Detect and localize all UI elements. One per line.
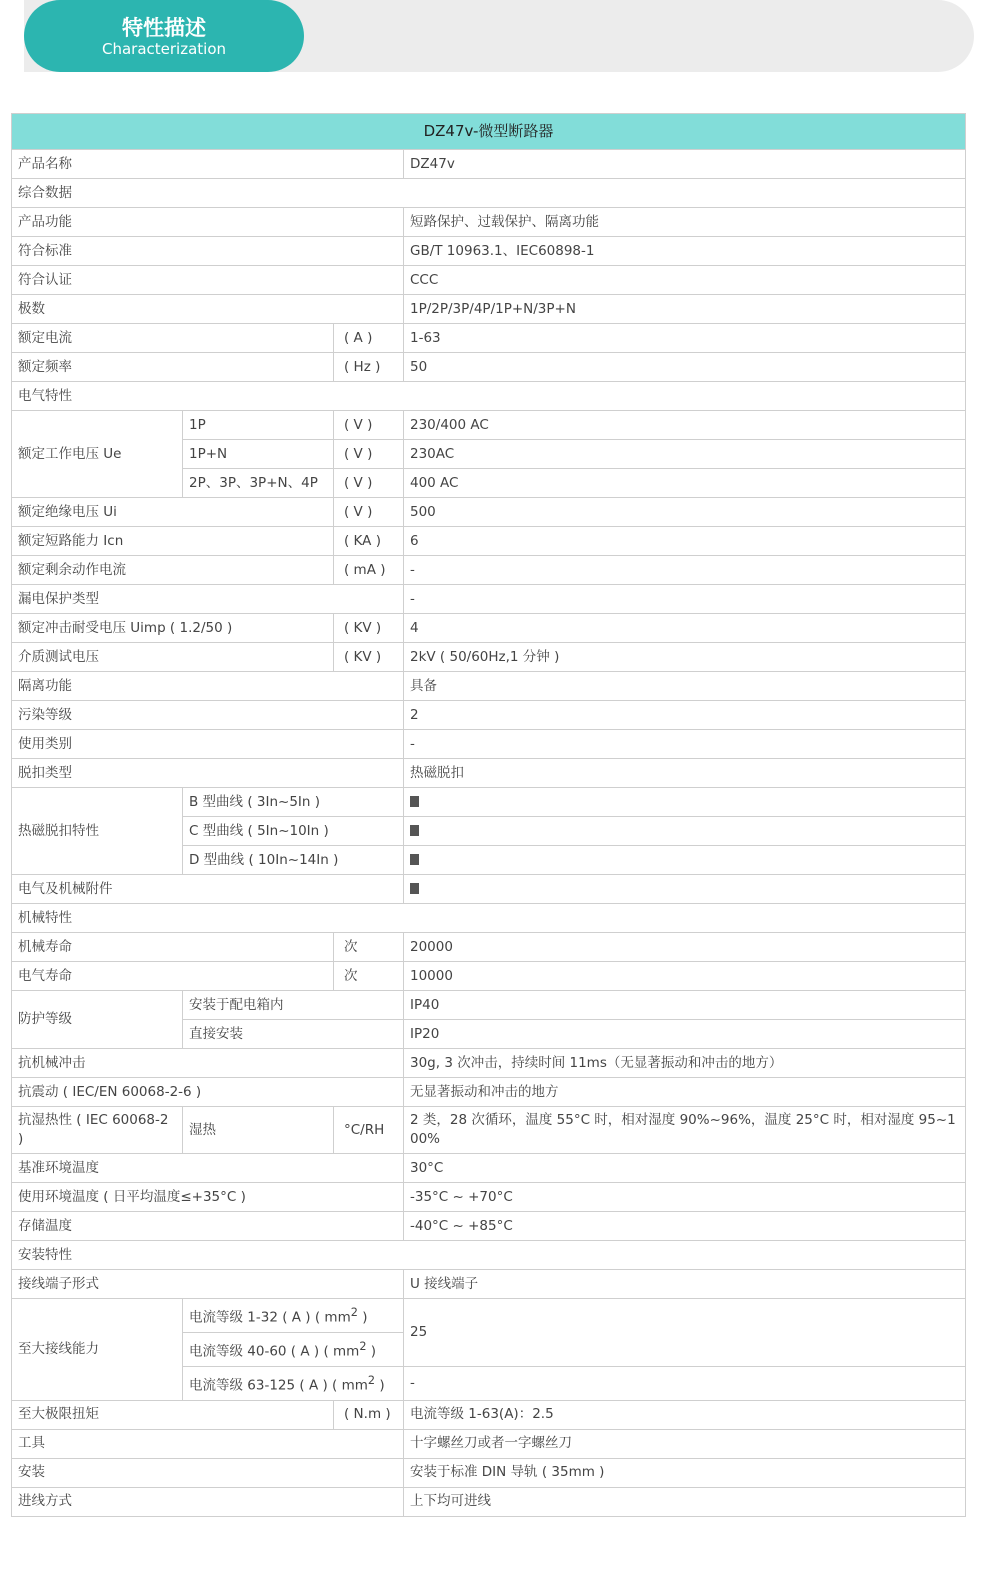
- row-label: 至大极限扭矩: [12, 1400, 334, 1429]
- row-value: U 接线端子: [404, 1270, 966, 1299]
- row-value: 50: [404, 353, 966, 382]
- row-label: 漏电保护类型: [12, 585, 404, 614]
- section-label: 电气特性: [12, 382, 966, 411]
- row-label: 热磁脱扣特性: [12, 788, 183, 875]
- row-label: 符合认证: [12, 266, 404, 295]
- row-sublabel: D 型曲线 ( 10In~14In ): [183, 846, 404, 875]
- table-row: [12, 411, 966, 440]
- table-row: [12, 730, 966, 759]
- row-unit: ( KV ): [334, 614, 404, 643]
- section-row: [12, 382, 966, 411]
- table-row: [12, 933, 966, 962]
- table-row: [12, 237, 966, 266]
- row-sublabel: 电流等级 63-125 ( A ) ( $mm^2$ ): [183, 1367, 404, 1401]
- row-value: 230/400 AC: [404, 411, 966, 440]
- row-unit: ( KV ): [334, 643, 404, 672]
- row-value: 2: [404, 701, 966, 730]
- table-row: [12, 991, 966, 1020]
- row-value: 230AC: [404, 440, 966, 469]
- spec-table: [11, 113, 966, 1517]
- table-row: [12, 324, 966, 353]
- filled-square-icon: [410, 796, 419, 807]
- row-value: 电流等级 1-63(A)：2.5: [404, 1400, 966, 1429]
- row-label: 额定电流: [12, 324, 334, 353]
- row-label: 脱扣类型: [12, 759, 404, 788]
- row-sublabel: B 型曲线 ( 3In~5In ): [183, 788, 404, 817]
- row-sublabel: 直接安装: [183, 1020, 404, 1049]
- table-row: [12, 1183, 966, 1212]
- row-value: -: [404, 556, 966, 585]
- section-subtitle: Characterization: [101, 40, 227, 58]
- row-value: 上下均可进线: [404, 1487, 966, 1516]
- section-label: 综合数据: [12, 179, 966, 208]
- row-value: 6: [404, 527, 966, 556]
- row-value: -40°C ~ +85°C: [404, 1212, 966, 1241]
- row-unit: ( Hz ): [334, 353, 404, 382]
- table-row: [12, 1487, 966, 1516]
- row-label: 机械寿命: [12, 933, 334, 962]
- row-label: 额定绝缘电压 Ui: [12, 498, 334, 527]
- table-row: [12, 962, 966, 991]
- table-row: [12, 788, 966, 817]
- table-row: [12, 1078, 966, 1107]
- row-label: 工具: [12, 1429, 404, 1458]
- section-label: 机械特性: [12, 904, 966, 933]
- row-label: 使用环境温度 ( 日平均温度≤+35°C ): [12, 1183, 404, 1212]
- row-value: 400 AC: [404, 469, 966, 498]
- row-unit: ( KA ): [334, 527, 404, 556]
- row-label: 抗机械冲击: [12, 1049, 404, 1078]
- row-label: 进线方式: [12, 1487, 404, 1516]
- row-label: 抗湿热性 ( IEC 60068-2 ): [12, 1107, 183, 1154]
- row-value: 无显著振动和冲击的地方: [404, 1078, 966, 1107]
- row-label: 防护等级: [12, 991, 183, 1049]
- filled-square-icon: [410, 854, 419, 865]
- row-sublabel: 1P+N: [183, 440, 334, 469]
- table-row: [12, 1299, 966, 1333]
- table-row: [12, 585, 966, 614]
- table-row: [12, 295, 966, 324]
- table-row: [12, 498, 966, 527]
- row-unit: 次: [334, 962, 404, 991]
- row-value: [404, 875, 966, 904]
- table-row: [12, 1400, 966, 1429]
- row-label: 额定剩余动作电流: [12, 556, 334, 585]
- row-unit: ( N.m ): [334, 1400, 404, 1429]
- row-sublabel: 安装于配电箱内: [183, 991, 404, 1020]
- row-label: 电气寿命: [12, 962, 334, 991]
- row-unit: °C/RH: [334, 1107, 404, 1154]
- row-label: 额定频率: [12, 353, 334, 382]
- row-label: 符合标准: [12, 237, 404, 266]
- row-sublabel: 湿热: [183, 1107, 334, 1154]
- row-label: 基准环境温度: [12, 1154, 404, 1183]
- table-row: [12, 759, 966, 788]
- row-value: [404, 846, 966, 875]
- table-row: [12, 701, 966, 730]
- table-row: [12, 1107, 966, 1154]
- row-label: 额定冲击耐受电压 Uimp ( 1.2/50 ): [12, 614, 334, 643]
- filled-square-icon: [410, 883, 419, 894]
- table-row: [12, 672, 966, 701]
- row-label: 产品名称: [12, 150, 404, 179]
- row-value: 十字螺丝刀或者一字螺丝刀: [404, 1429, 966, 1458]
- row-sublabel: 电流等级 1-32 ( A ) ( $mm^2$ ): [183, 1299, 404, 1333]
- row-value: 30°C: [404, 1154, 966, 1183]
- row-label: 安装: [12, 1458, 404, 1487]
- section-title-pill: [24, 0, 304, 72]
- section-row: [12, 904, 966, 933]
- table-row: [12, 1429, 966, 1458]
- filled-square-icon: [410, 825, 419, 836]
- row-label: 极数: [12, 295, 404, 324]
- row-value: IP20: [404, 1020, 966, 1049]
- table-row: [12, 266, 966, 295]
- row-value: 短路保护、过载保护、隔离功能: [404, 208, 966, 237]
- row-value: 具备: [404, 672, 966, 701]
- row-value: -: [404, 1367, 966, 1401]
- row-unit: ( V ): [334, 411, 404, 440]
- row-sublabel: C 型曲线 ( 5In~10In ): [183, 817, 404, 846]
- row-label: 至大接线能力: [12, 1299, 183, 1401]
- section-title: 特性描述: [122, 16, 206, 40]
- table-row: [12, 208, 966, 237]
- row-value: 热磁脱扣: [404, 759, 966, 788]
- row-label: 隔离功能: [12, 672, 404, 701]
- table-row: [12, 1154, 966, 1183]
- row-value: -35°C ~ +70°C: [404, 1183, 966, 1212]
- row-value: 2 类，28 次循环，温度 55°C 时，相对湿度 90%~96%，温度 25°C 时，相对湿度 95~100%: [404, 1107, 966, 1154]
- table-title: DZ47v-微型断路器: [12, 114, 966, 150]
- row-unit: ( V ): [334, 440, 404, 469]
- table-row: [12, 1212, 966, 1241]
- row-sublabel: 电流等级 40-60 ( A ) ( $mm^2$ ): [183, 1333, 404, 1367]
- row-label: 额定短路能力 Icn: [12, 527, 334, 556]
- row-value: CCC: [404, 266, 966, 295]
- row-value: 1-63: [404, 324, 966, 353]
- table-row: [12, 353, 966, 382]
- table-row: [12, 1049, 966, 1078]
- section-row: [12, 179, 966, 208]
- row-value: [404, 788, 966, 817]
- table-row: [12, 614, 966, 643]
- row-value: DZ47v: [404, 150, 966, 179]
- row-unit: 次: [334, 933, 404, 962]
- row-label: 额定工作电压 Ue: [12, 411, 183, 498]
- row-value: 2kV ( 50/60Hz,1 分钟 ): [404, 643, 966, 672]
- table-row: [12, 875, 966, 904]
- row-value: 25: [404, 1299, 966, 1367]
- row-unit: ( mA ): [334, 556, 404, 585]
- row-value: [404, 817, 966, 846]
- row-value: GB/T 10963.1、IEC60898-1: [404, 237, 966, 266]
- table-row: [12, 150, 966, 179]
- row-value: 20000: [404, 933, 966, 962]
- row-value: 1P/2P/3P/4P/1P+N/3P+N: [404, 295, 966, 324]
- row-label: 使用类别: [12, 730, 404, 759]
- table-row: [12, 1270, 966, 1299]
- row-value: 500: [404, 498, 966, 527]
- row-label: 介质测试电压: [12, 643, 334, 672]
- row-label: 电气及机械附件: [12, 875, 404, 904]
- section-row: [12, 1241, 966, 1270]
- row-unit: ( V ): [334, 469, 404, 498]
- row-sublabel: 1P: [183, 411, 334, 440]
- row-value: 30g, 3 次冲击，持续时间 11ms（无显著振动和冲击的地方）: [404, 1049, 966, 1078]
- row-value: IP40: [404, 991, 966, 1020]
- row-label: 接线端子形式: [12, 1270, 404, 1299]
- table-row: [12, 1458, 966, 1487]
- row-value: 4: [404, 614, 966, 643]
- row-value: -: [404, 585, 966, 614]
- table-row: [12, 556, 966, 585]
- row-unit: ( V ): [334, 498, 404, 527]
- row-value: 安装于标准 DIN 导轨 ( 35mm ): [404, 1458, 966, 1487]
- row-label: 污染等级: [12, 701, 404, 730]
- row-value: 10000: [404, 962, 966, 991]
- row-label: 存储温度: [12, 1212, 404, 1241]
- row-unit: ( A ): [334, 324, 404, 353]
- table-row: [12, 643, 966, 672]
- row-value: -: [404, 730, 966, 759]
- row-label: 产品功能: [12, 208, 404, 237]
- row-label: 抗震动 ( IEC/EN 60068-2-6 ): [12, 1078, 404, 1107]
- table-row: [12, 527, 966, 556]
- section-label: 安装特性: [12, 1241, 966, 1270]
- row-sublabel: 2P、3P、3P+N、4P: [183, 469, 334, 498]
